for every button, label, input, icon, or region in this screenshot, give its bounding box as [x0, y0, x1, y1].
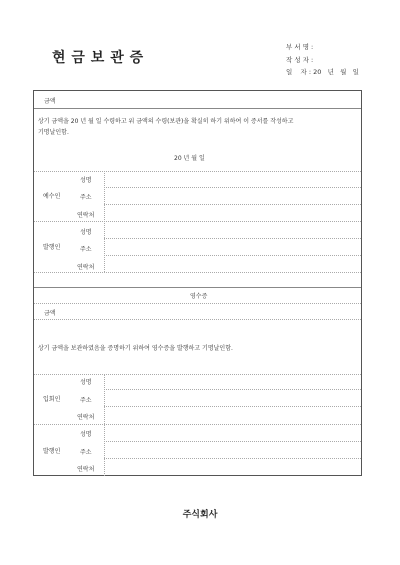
- divider: [34, 108, 361, 109]
- writer-field: 작 성 자 :: [286, 56, 314, 64]
- witness-address-label: 주소: [80, 397, 92, 404]
- receipt-issuer-contact-label: 연락처: [77, 466, 95, 473]
- date-field: 일 자 : 20 년 월 일: [286, 68, 359, 76]
- receipt-issuer-address-label: 주소: [80, 449, 92, 456]
- statement-line-1: 상기 금액을 20 년 월 일 수령하고 위 금액의 수령(보관)을 확실히 하기 위하여 이 증서를 작성하고: [38, 118, 294, 125]
- issuer-role: 발행인: [43, 244, 61, 251]
- form-frame: [33, 90, 362, 476]
- company-name: 주식회사: [182, 510, 218, 520]
- receipt-statement: 상기 금액을 보관하였음을 증명하기 위하여 영수증을 발행하고 기명날인함.: [38, 345, 233, 352]
- depositor-address-label: 주소: [80, 194, 92, 201]
- issuer-contact-label: 연락처: [77, 264, 95, 271]
- document-title: 현 금 보 관 증: [52, 50, 144, 66]
- witness-contact-label: 연락처: [77, 414, 95, 421]
- witness-role: 입회인: [43, 396, 61, 403]
- receipt-issuer-name-label: 성명: [80, 431, 92, 438]
- issuer-address-label: 주소: [80, 246, 92, 253]
- depositor-contact-label: 연락처: [77, 212, 95, 219]
- depositor-name-label: 성명: [80, 177, 92, 184]
- receipt-amount-label: 금액: [44, 310, 56, 317]
- witness-name-label: 성명: [80, 379, 92, 386]
- amount-label: 금액: [44, 98, 56, 105]
- receipt-title: 영수증: [190, 293, 208, 300]
- statement-line-2: 기명날인함.: [38, 129, 69, 136]
- dept-field: 부 서 명 :: [286, 43, 314, 51]
- issue-date: 20 년 월 일: [174, 155, 205, 162]
- receipt-issuer-role: 발행인: [43, 448, 61, 455]
- issuer-name-label: 성명: [80, 229, 92, 236]
- depositor-role: 예수인: [43, 193, 61, 200]
